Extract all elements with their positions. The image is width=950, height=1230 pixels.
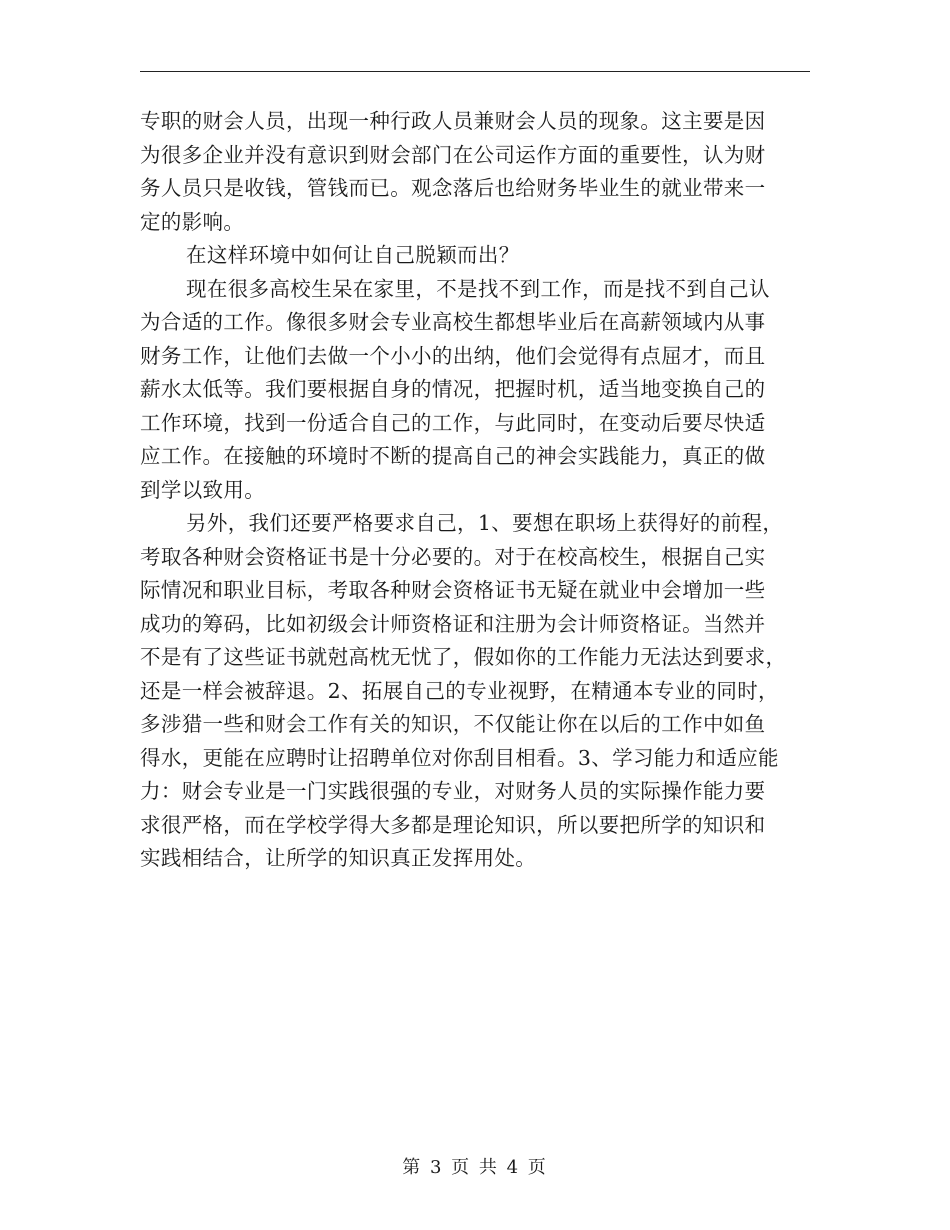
text-line: 务人员只是收钱，管钱而已。观念落后也给财务毕业生的就业带来一 xyxy=(140,176,766,200)
text-line: 还是一样会被辞退。2、拓展自己的专业视野，在精通本专业的同时， xyxy=(140,678,779,703)
text-line: 专职的财会人员，出现一种行政人员兼财会人员的现象。这主要是因 xyxy=(140,109,766,133)
text-line: 定的影响。 xyxy=(140,209,245,234)
text-line: 到学以致用。 xyxy=(140,477,266,502)
text-line: 多涉猎一些和财会工作有关的知识，不仅能让你在以后的工作中如鱼 xyxy=(140,712,766,736)
text-line: 另外，我们还要严格要求自己，1、要想在职场上获得好的前程， xyxy=(186,511,784,535)
text-line: 工作环境，找到一份适合自己的工作，与此同时，在变动后要尽快适 xyxy=(140,410,766,435)
text-line: 求很严格，而在学校学得大多都是理论知识，所以要把所学的知识和 xyxy=(140,812,766,837)
text-line: 力：财会专业是一门实践很强的专业，对财务人员的实际操作能力要 xyxy=(140,779,766,803)
text-line: 得水，更能在应聘时让招聘单位对你刮目相看。3、学习能力和适应能 xyxy=(140,745,779,770)
text-line: 际情况和职业目标，考取各种财会资格证书无疑在就业中会增加一些 xyxy=(140,578,766,602)
document-body xyxy=(140,105,812,876)
header-rule xyxy=(140,71,810,72)
text-line: 实践相结合，让所学的知识真正发挥用处。 xyxy=(140,846,537,870)
text-line: 为很多企业并没有意识到财会部门在公司运作方面的重要性，认为财 xyxy=(140,142,766,167)
page-footer: 第 3 页 共 4 页 xyxy=(402,1157,548,1178)
text-line: 不是有了这些证书就尅高枕无忧了，假如你的工作能力无法达到要求， xyxy=(140,645,787,669)
text-line: 在这样环境中如何让自己脱颖而出？ xyxy=(186,243,520,267)
text-line: 薪水太低等。我们要根据自身的情况，把握时机，适当地变换自己的 xyxy=(140,377,766,401)
text-line: 应工作。在接触的环境时不断的提高自己的神会实践能力，真正的做 xyxy=(140,444,766,468)
text-line: 为合适的工作。像很多财会专业高校生都想毕业后在高薪领域内从事 xyxy=(140,310,766,334)
text-line: 财务工作，让他们去做一个小小的出纳，他们会觉得有点屈才，而且 xyxy=(140,343,766,368)
text-line: 现在很多高校生呆在家里，不是找不到工作，而是找不到自己认 xyxy=(186,276,770,301)
text-line: 成功的筹码，比如初级会计师资格证和注册为会计师资格证。当然并 xyxy=(140,611,766,636)
text-line: 考取各种财会资格证书是十分必要的。对于在校高校生，根据自己实 xyxy=(140,544,766,569)
